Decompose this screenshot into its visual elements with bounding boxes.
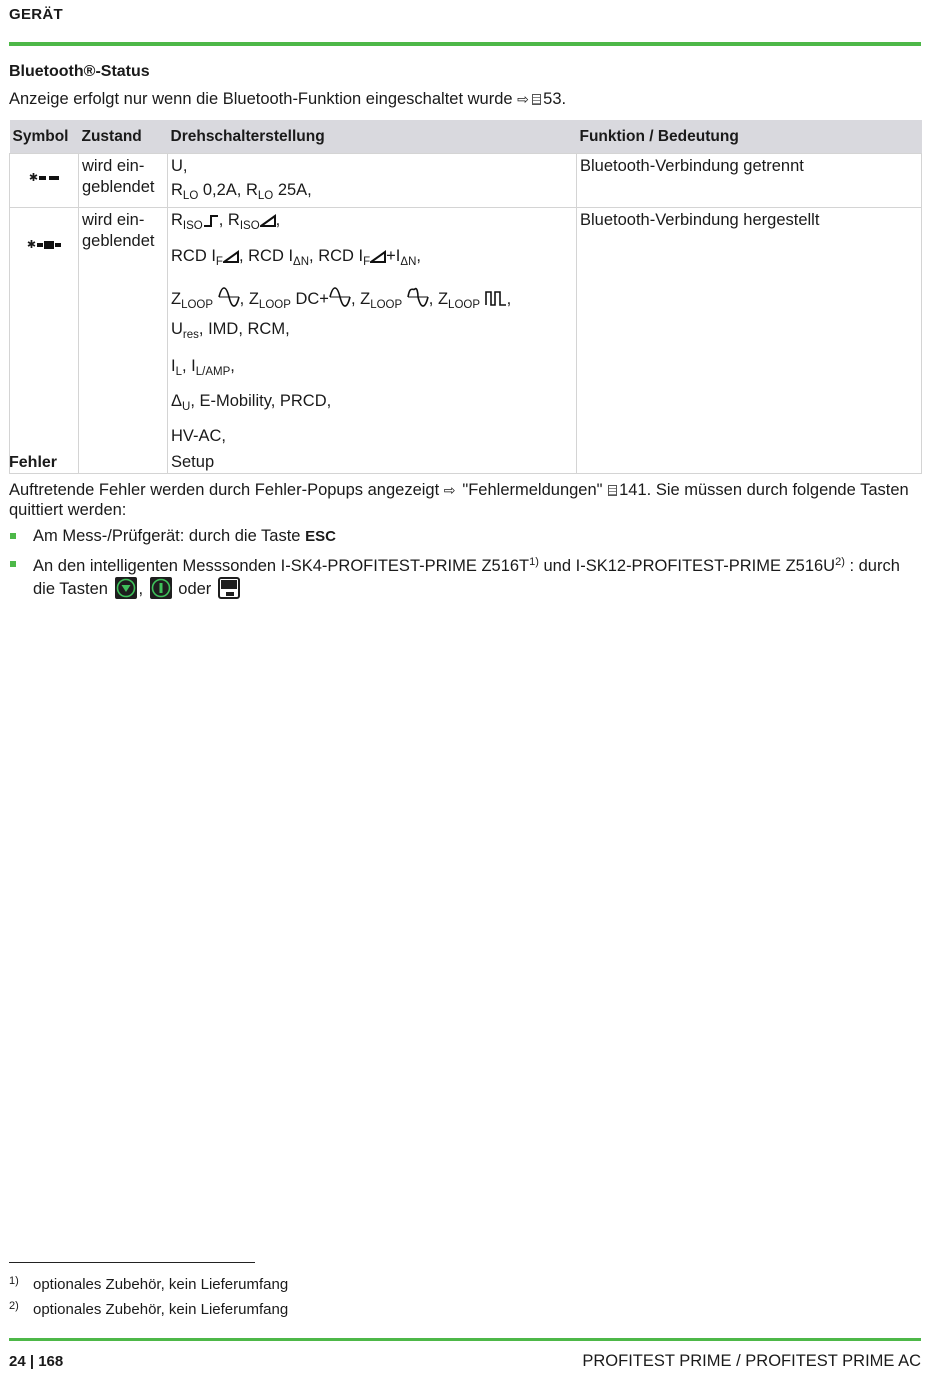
save-key-icon [218,577,240,599]
product-name: PROFITEST PRIME / PROFITEST PRIME AC [582,1352,921,1370]
page-icon [608,485,617,496]
col-header-switch: Drehschalterstellung [168,120,577,154]
footnote-divider [9,1262,255,1263]
symbol-cell [10,208,79,474]
col-header-function: Funktion / Bedeutung [577,120,922,154]
header-divider [9,42,921,46]
col-header-state: Zustand [79,120,168,154]
function-cell: Bluetooth-Verbindung getrennt [577,154,922,208]
fehler-heading: Fehler [9,454,58,471]
sine-wave-icon [218,287,240,307]
list-item: An den intelligenten Messsonden I-SK4-PROFITEST-PRIME $Z516T^{1)}$ und I-SK12-PROFITEST-PRIME $Z516U^{2)}$ : durch die Tasten , oder [33,556,900,598]
list-item: Am Mess-/Prüfgerät: durch die Taste ESC [33,527,336,545]
page-ref-link[interactable]: 141. [619,481,652,499]
arrow-right-icon: ⇨ [517,91,529,107]
arrow-right-icon: ⇨ [443,482,456,498]
ramp-icon [370,250,386,264]
error-messages-ref[interactable]: "Fehlermeldungen" [462,481,603,499]
down-key-icon [115,577,137,599]
page-number: 24 | 168 [9,1353,64,1370]
info-key-icon [150,577,172,599]
state-cell: wird ein- geblendet [79,154,168,208]
switch-cell: U, $R_{LO}$ 0,2A, $R_{LO}$ 25A, [168,154,577,208]
ramp-icon [260,214,276,228]
distorted-wave-icon [407,287,429,307]
bluetooth-intro: Anzeige erfolgt nur wenn die Bluetooth-Funktion eingeschaltet wurde ⇨ 53. [9,90,567,108]
esc-key-label: ESC [305,528,336,545]
ramp-icon [223,250,239,264]
bluetooth-heading: Bluetooth®-Status [9,63,150,80]
page-ref-link[interactable]: 53. [543,90,567,108]
bluetooth-connected-icon: ✱ [27,235,61,256]
section-header: GERÄT [9,6,63,23]
page-icon [532,94,541,105]
symbol-cell [10,154,79,208]
col-header-symbol: Symbol [10,120,79,154]
function-cell: Bluetooth-Verbindung hergestellt [577,208,922,474]
step-rise-icon [203,214,219,228]
bluetooth-status-table [9,120,922,474]
sine-wave-icon [329,287,351,307]
fehler-text: Auftretende Fehler werden durch Fehler-Popups angezeigt ⇨ "Fehlermeldungen" 141. Sie müssen durch folgende Tasten quittiert werden: [9,481,909,519]
footnote-2: 2) optionales Zubehör, kein Lieferumfang [9,1300,289,1318]
pulse-wave-icon [485,289,507,307]
bullet-icon [10,533,16,539]
table-row [10,154,922,208]
switch-cell: $R_{ISO}$ , $R_{ISO}$ , RCD $I_F$ , RCD $I_{\Delta N}$, RCD $I_F +I_{\Delta N}$, $Z_{LOOP}$ , $Z_{LOOP}$ DC+ , $Z_{LOOP}$ , $Z_{LOOP}$ , $U_{res}$, IMD, RCM, $I_L$, $I_{L/AMP}$, $\Delta_U$, E-Mobility, PRCD, HV-AC, Setup [168,208,577,474]
state-cell: wird ein- geblendet [79,208,168,474]
bluetooth-disconnected-icon: ✱ [29,168,59,189]
table-header-row [10,120,922,154]
bullet-icon [10,561,16,567]
table-row [10,208,922,474]
footer-divider [9,1338,921,1341]
footnote-1: 1) optionales Zubehör, kein Lieferumfang [9,1275,289,1293]
